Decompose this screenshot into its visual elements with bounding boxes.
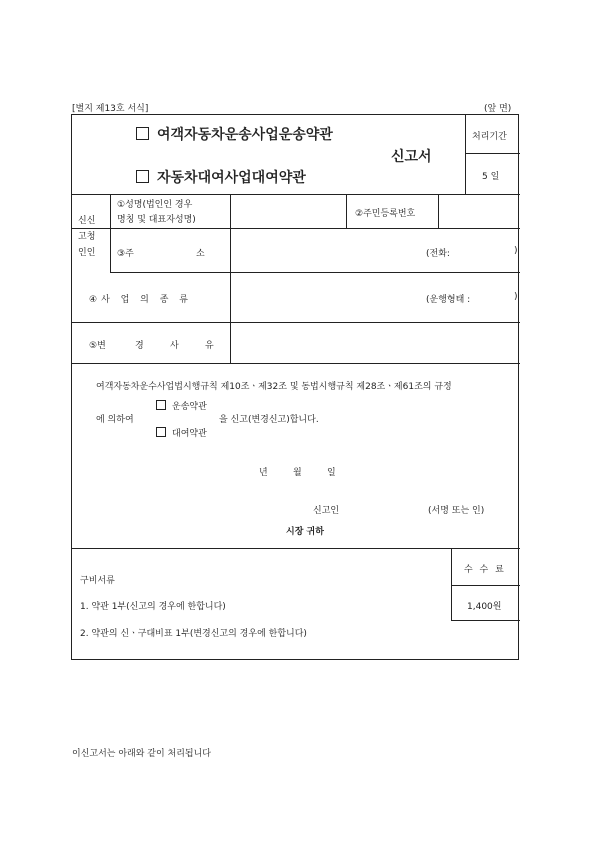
addressee: 시장 귀하: [286, 527, 324, 537]
applicant-section-label-3: 인인: [78, 248, 96, 258]
name-label-line1: ①성명(법인인 경우: [117, 200, 193, 210]
title-option-transport[interactable]: 여객자동차운송사업운송약관: [136, 124, 333, 144]
title-option-rental[interactable]: 자동차대여사업대여약관: [136, 167, 306, 187]
name-label-line2: 명칭 및 대표자성명): [117, 215, 196, 225]
address-label-a: ③주: [117, 249, 134, 259]
processing-period-label: 처리기간: [472, 132, 507, 142]
processing-period-value: 5 일: [482, 172, 500, 182]
operation-type-label: (운행형태 :: [426, 295, 471, 305]
choice-transport[interactable]: 운송약관: [156, 399, 207, 412]
address-label-b: 소: [196, 249, 205, 259]
documents-heading: 구비서류: [80, 576, 115, 586]
applicant-section-label-2: 고청: [78, 232, 96, 242]
date-day-label: 일: [327, 468, 336, 478]
fee-label: 수 수 료: [464, 565, 506, 575]
form-number: [별지 제13호 서식]: [72, 104, 149, 114]
change-reason-label-d: 유: [205, 341, 214, 351]
phone-label: (전화:: [426, 249, 450, 259]
footer-note: 이신고서는 아래와 같이 처리됩니다: [72, 749, 211, 759]
date-year-label: 년: [259, 468, 268, 478]
declare-text: 을 신고(변경신고)합니다.: [219, 415, 319, 425]
by-text: 에 의하여: [96, 415, 134, 425]
signature-note: (서명 또는 인): [428, 506, 485, 516]
legal-basis-text: 여객자동차운수사업법시행규칙 제10조ㆍ제32조 및 동법시행규칙 제28조ㆍ제61조의 규정: [96, 382, 452, 392]
checkbox-rental[interactable]: [156, 427, 166, 437]
fee-amount: 1,400원: [467, 602, 502, 612]
phone-close: ): [514, 246, 518, 256]
page-side-label: (앞 면): [484, 104, 512, 114]
applicant-section-label-1: 신신: [78, 216, 96, 226]
business-type-label: ④사 업 의 종 류: [89, 295, 192, 305]
checkbox-transport[interactable]: [156, 400, 166, 410]
change-reason-label-c: 사: [170, 341, 179, 351]
document-item-2: 2. 약관의 신ㆍ구대비표 1부(변경신고의 경우에 한합니다): [80, 629, 307, 639]
choice-rental[interactable]: 대여약관: [156, 426, 207, 439]
date-month-label: 월: [293, 468, 302, 478]
change-reason-label-a: ⑤변: [89, 341, 106, 351]
change-reason-label-b: 경: [135, 341, 144, 351]
document-item-1: 1. 약관 1부(신고의 경우에 한합니다): [80, 602, 226, 612]
checkbox-rental-terms[interactable]: [136, 170, 149, 183]
applicant-signature-label: 신고인: [313, 506, 340, 516]
resident-number-label: ②주민등록번호: [355, 209, 416, 219]
title-suffix: 신고서: [391, 149, 432, 165]
operation-type-close: ): [514, 292, 518, 302]
checkbox-transport-terms[interactable]: [136, 127, 149, 140]
